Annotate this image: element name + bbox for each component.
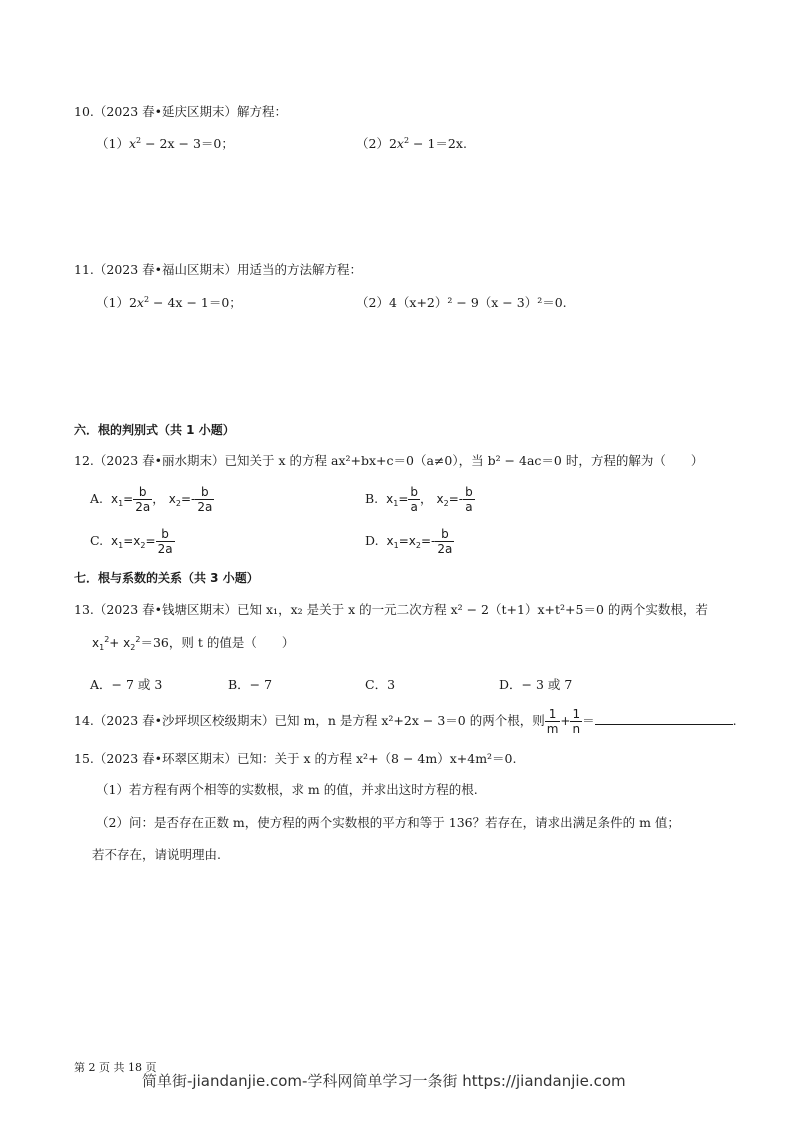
section-6-title: 六．根的判别式（共 1 小题） [74, 423, 235, 437]
q15-part2-cont: 若不存在，请说明理由. [92, 847, 221, 862]
q12-option-a[interactable]: A. $x_1=$ $\frac{b}{2a}$ ， $x_2=-$ $\frac{b}{2a}$ [90, 485, 213, 514]
q13-stem: 13.（2023 春•钱塘区期末）已知 x₁，x₂ 是关于 x 的一元二次方程 x² − 2（t+1）x+t²+5＝0 的两个实数根，若 [74, 602, 708, 617]
q15-part1: （1）若方程有两个相等的实数根，求 m 的值，并求出这时方程的根. [96, 782, 478, 797]
q10-header: 10.（2023 春•延庆区期末）解方程： [74, 104, 288, 119]
q12-option-c[interactable]: C. $x_1=x_2=$ $\frac{b}{2a}$ [90, 527, 173, 556]
q11-header: 11.（2023 春•福山区期末）用适当的方法解方程： [74, 262, 363, 277]
q12-option-b[interactable]: B. $x_1=$ $\frac{b}{a}$ ， $x_2=-$ $\frac{b}{a}$ [365, 485, 473, 514]
watermark: 简单街-jiandanjie.com-学科网简单学习一条街 https://jiandanjie.com [142, 1072, 626, 1090]
q14-stem: 14.（2023 春•沙坪坝区校级期末）已知 m，n 是方程 x²+2x − 3＝0 的两个根，则 $\frac{1}{m}$ + $\frac{1}{n}$ ＝ . [74, 707, 737, 736]
q10-part2: $(2)2x^2 - 1=2x$. [356, 136, 467, 151]
q11-part1: $(1)2x^2 - 4x - 1=0$； [96, 295, 242, 310]
q15-part2: （2）问：是否存在正数 m，使方程的两个实数根的平方和等于 136？若存在，请求出满足条件的 m 值； [96, 815, 680, 830]
section-7-title: 七．根与系数的关系（共 3 小题） [74, 571, 259, 585]
q11-part2: （2）4（x+2）² − 9（x − 3）²＝0. [356, 295, 567, 310]
page-footer: 第 2 页 共 18 页 [74, 1061, 157, 1074]
q13-option-a[interactable]: A．− 7 或 3 [90, 677, 163, 692]
q13-option-b[interactable]: B．− 7 [228, 677, 273, 692]
q10-part1: $(1)x^2 - 2x - 3=0$； [96, 136, 234, 151]
q12-option-d[interactable]: D. $x_1=x_2=-$ $\frac{b}{2a}$ [365, 527, 453, 556]
q13-option-d[interactable]: D．− 3 或 7 [499, 677, 573, 692]
q14-answer-blank[interactable] [595, 712, 733, 725]
q12-stem: 12.（2023 春•丽水期末）已知关于 x 的方程 ax²+bx+c＝0（a≠0），当 b² − 4ac＝0 时，方程的解为（ ） [74, 453, 704, 468]
q15-stem: 15.（2023 春•环翠区期末）已知：关于 x 的方程 x²+（8 − 4m）x+4m²＝0. [74, 751, 517, 766]
q13-condition: $x_1^2+ x_2^2=36$，则 t 的值是（ ） [92, 635, 295, 652]
q13-option-c[interactable]: C．3 [365, 677, 396, 692]
